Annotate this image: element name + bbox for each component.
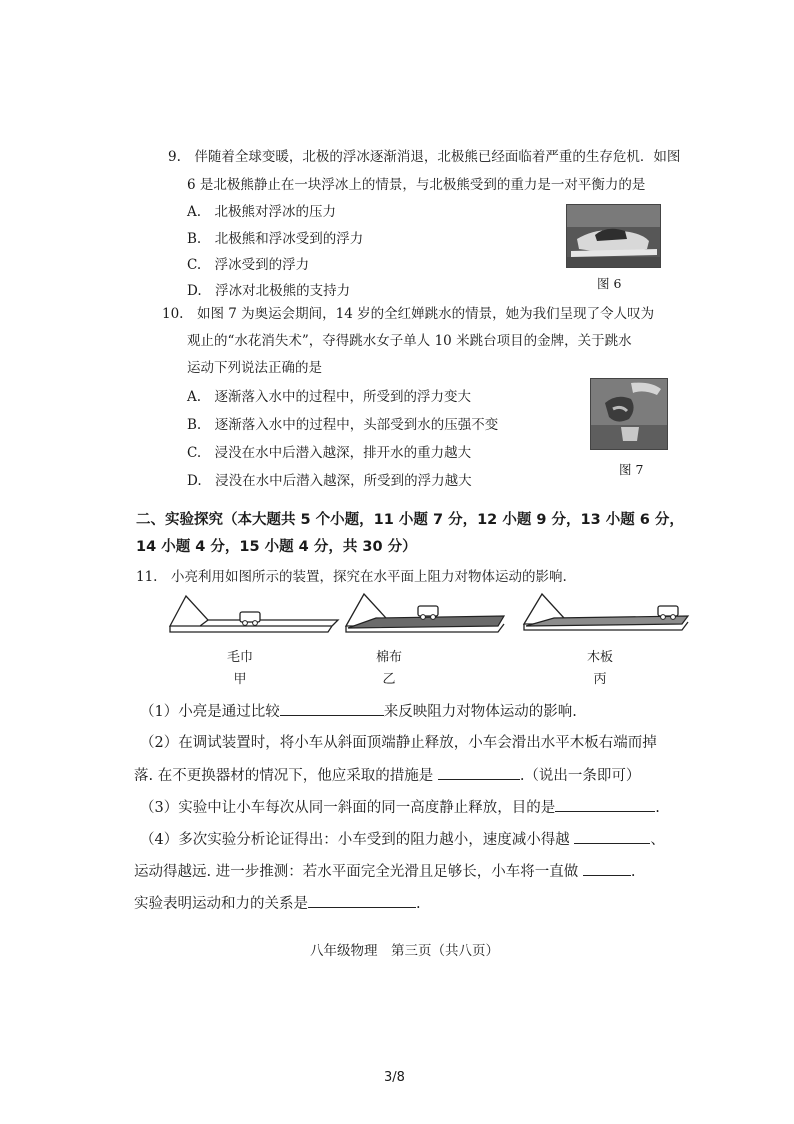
- q11-part4-text-b: 、: [650, 832, 665, 848]
- q11-part4-blank-1[interactable]: [574, 829, 650, 844]
- q11-part4-text-e: 实验表明运动和力的关系是: [134, 896, 308, 912]
- page-footer: 八年级物理 第三页（共八页）: [310, 943, 499, 959]
- diagram-towel-label: 甲: [233, 672, 247, 687]
- diagram-board: [524, 594, 688, 630]
- figure-6-photo: [566, 204, 661, 268]
- q10-option-d: D. 浸没在水中后潜入越深，所受到的浮力越大: [187, 473, 472, 489]
- q10-option-c: C. 浸没在水中后潜入越深，排开水的重力越大: [187, 445, 472, 461]
- q11-part1: [140, 701, 577, 722]
- figure-7-caption: 图 7: [619, 462, 644, 477]
- q11-part4-blank-3[interactable]: [308, 893, 416, 908]
- q11-part3-text-b: .: [655, 800, 660, 816]
- diagram-board-material: 木板: [586, 650, 613, 665]
- q11-part1-blank[interactable]: [280, 701, 384, 716]
- q9-option-a: A. 北极熊对浮冰的压力: [187, 204, 337, 220]
- q10-stem-line3: 运动下列说法正确的是: [187, 360, 322, 376]
- q10-stem-line1: 10. 如图 7 为奥运会期间，14 岁的全红婵跳水的情景，她为我们呈现了令人叹为: [162, 306, 655, 322]
- q9-option-d: D. 浮冰对北极熊的支持力: [187, 283, 351, 299]
- q10-option-b: B. 逐渐落入水中的过程中，头部受到水的压强不变: [187, 417, 499, 433]
- diagram-cotton: [346, 594, 504, 632]
- section-2-heading-line2: 14 小题 4 分，15 小题 4 分，共 30 分）: [136, 539, 417, 555]
- q11-part2-text-c: .（说出一条即可）: [519, 768, 641, 784]
- q11-part4-line2: [134, 861, 635, 882]
- q11-part4-text-f: .: [416, 896, 421, 912]
- experiment-diagrams: [160, 590, 700, 640]
- q11-part3-blank[interactable]: [555, 797, 655, 812]
- q11-part1-text-b: 来反映阻力对物体运动的影响.: [383, 704, 577, 720]
- section-2-heading-line1: 二、实验探究（本大题共 5 个小题，11 小题 7 分，12 小题 9 分，13 小题 6 分，: [136, 512, 684, 528]
- q11-part4-line3: [134, 893, 421, 914]
- diagram-board-label: 丙: [593, 672, 607, 687]
- q11-part4-text-d: .: [630, 864, 636, 880]
- diagram-cotton-material: 棉布: [375, 650, 402, 665]
- q11-part1-text-a: （1）小亮是通过比较: [140, 704, 280, 720]
- diagram-towel-material: 毛巾: [226, 650, 253, 665]
- polar-bear-on-ice-image: [567, 205, 660, 267]
- q11-part4-blank-2[interactable]: [583, 861, 631, 876]
- figure-7-photo: [590, 378, 668, 450]
- q11-part4-line1: [140, 829, 665, 850]
- q11-part2-blank[interactable]: [438, 765, 520, 780]
- q11-part2-text-b: 落. 在不更换器材的情况下，他应采取的措施是: [134, 768, 434, 784]
- q10-option-a: A. 逐渐落入水中的过程中，所受到的浮力变大: [187, 389, 472, 405]
- q9-stem-line1: 9. 伴随着全球变暖，北极的浮冰逐渐消退，北极熊已经面临着严重的生存危机．如图: [168, 149, 681, 165]
- q11-part4-text-a: （4）多次实验分析论证得出：小车受到的阻力越小，速度减小得越: [140, 832, 570, 848]
- page-number: 3/8: [384, 1070, 405, 1085]
- q11-stem: 11. 小亮利用如图所示的装置，探究在水平面上阻力对物体运动的影响.: [136, 569, 567, 585]
- q11-part2-line2: [134, 765, 640, 786]
- figure-6-caption: 图 6: [597, 276, 622, 291]
- q9-stem-line2: 6 是北极熊静止在一块浮冰上的情景，与北极熊受到的重力是一对平衡力的是: [187, 177, 646, 193]
- diver-image: [591, 379, 667, 449]
- diagram-towel: [170, 596, 338, 632]
- q11-part3: [140, 797, 660, 818]
- q10-stem-line2: 观止的“水花消失术”，夺得跳水女子单人 10 米跳台项目的金牌，关于跳水: [187, 333, 632, 349]
- q11-part2-line1: （2）在调试装置时，将小车从斜面顶端静止释放，小车会滑出水平木板右端而掉: [140, 735, 657, 751]
- q9-option-b: B. 北极熊和浮冰受到的浮力: [187, 231, 364, 247]
- q11-part3-text-a: （3）实验中让小车每次从同一斜面的同一高度静止释放，目的是: [140, 800, 556, 816]
- q9-option-c: C. 浮冰受到的浮力: [187, 257, 310, 273]
- diagram-cotton-label: 乙: [382, 672, 396, 687]
- q11-part4-text-c: 运动得越远. 进一步推测：若水平面完全光滑且足够长，小车将一直做: [134, 864, 579, 880]
